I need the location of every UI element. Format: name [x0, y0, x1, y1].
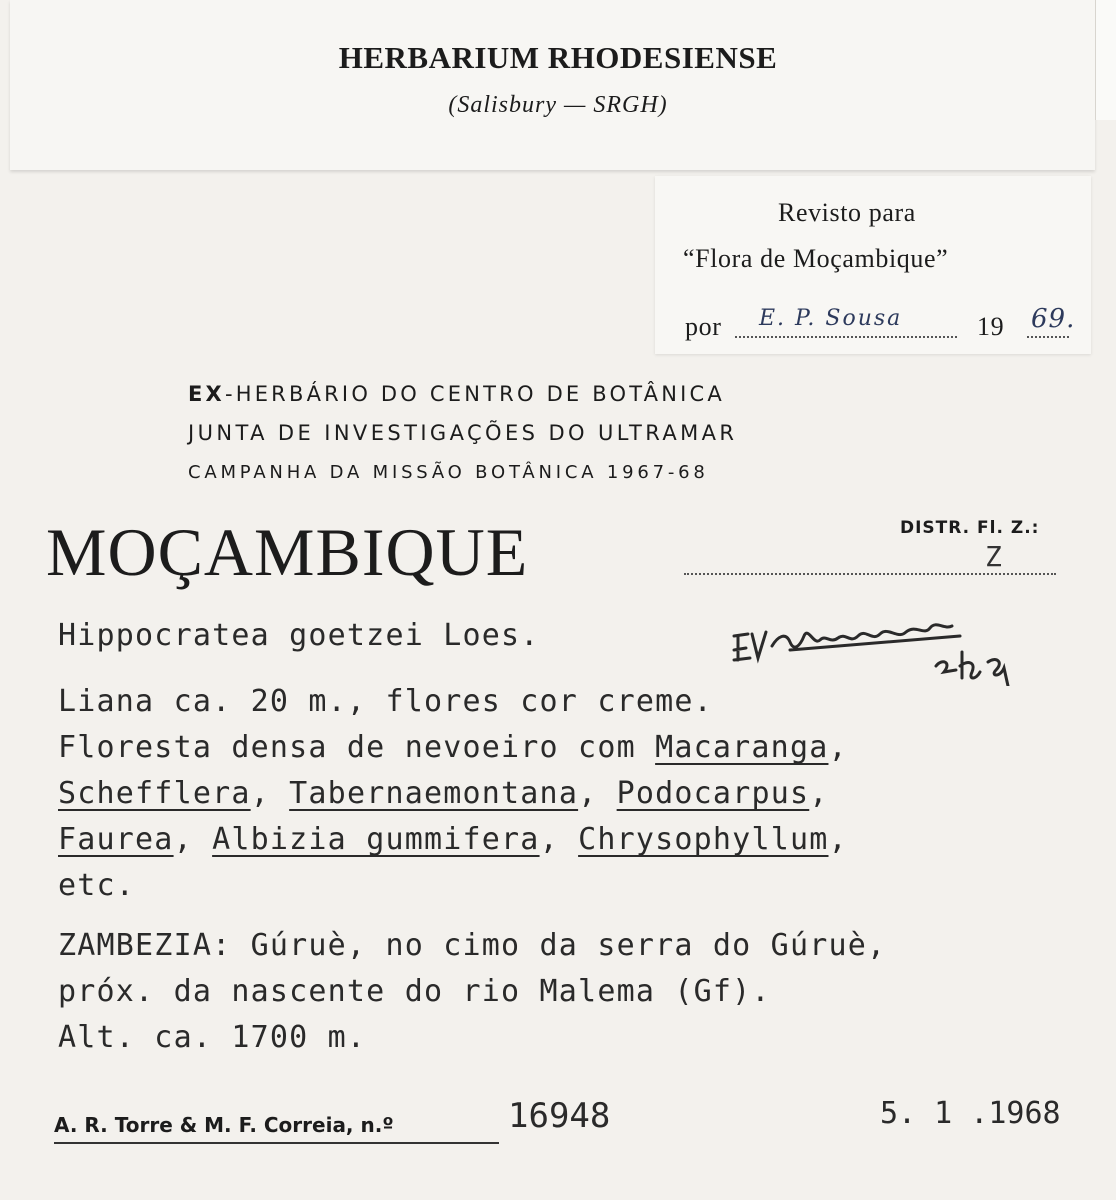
punctuation: ,	[578, 776, 617, 811]
locality-line-2: próx. da nascente do rio Malema (Gf).	[58, 974, 771, 1009]
punctuation: ,	[173, 822, 213, 857]
revision-year-dotted-line	[1027, 336, 1069, 338]
genus-chrysophyllum: Chrysophyllum	[578, 822, 829, 857]
punctuation: ,	[828, 822, 848, 857]
collection-date: 5. 1 .1968	[880, 1096, 1061, 1131]
description-line-2	[58, 730, 848, 765]
ex-prefix: EX	[188, 382, 225, 406]
revision-year-prefix: 19	[977, 312, 1005, 341]
punctuation: ,	[539, 822, 579, 857]
ex-herbario-text: -HERBÁRIO DO CENTRO DE BOTÂNICA	[224, 382, 725, 406]
herbarium-title: HERBARIUM RHODESIENSE	[338, 40, 778, 75]
collectors-label: A. R. Torre & M. F. Correia, n.º	[54, 1113, 394, 1137]
herbarium-header-slip	[10, 0, 1095, 170]
punctuation: ,	[828, 730, 848, 765]
collection-number: 16948	[508, 1096, 611, 1136]
distribution-value: Z	[985, 540, 1002, 573]
genus-faurea: Faurea	[58, 822, 174, 857]
herbarium-subtitle: (Salisbury — SRGH)	[448, 92, 668, 118]
locality-line-1: ZAMBEZIA: Gúruè, no cimo da serra do Gúruè,	[58, 928, 887, 963]
revision-line-1: Revisto para	[778, 198, 916, 227]
description-line-1: Liana ca. 20 m., flores cor creme.	[58, 684, 713, 719]
ex-herbario-line-2: JUNTA DE INVESTIGAÇÕES DO ULTRAMAR	[188, 421, 738, 445]
description-line-4	[58, 822, 848, 857]
genus-schefflera: Schefflera	[58, 776, 251, 811]
genus-albizia: Albizia gummifera	[212, 822, 540, 857]
genus-macaranga: Macaranga	[655, 730, 829, 765]
country-heading: MOÇAMBIQUE	[46, 514, 529, 590]
ex-herbario-line-1	[188, 382, 725, 406]
ex-herbario-line-3: CAMPANHA DA MISSÃO BOTÂNICA 1967-68	[188, 462, 709, 483]
punctuation: ,	[809, 776, 829, 811]
revision-line-2: “Flora de Moçambique”	[683, 244, 949, 273]
distribution-dotted-line	[684, 573, 1056, 575]
determiner-signature	[730, 606, 1050, 686]
description-line-2-text: Floresta densa de nevoeiro com	[58, 730, 656, 765]
description-line-3	[58, 776, 829, 811]
collectors-underline	[54, 1142, 499, 1144]
description-line-5: etc.	[58, 868, 136, 903]
punctuation: ,	[250, 776, 290, 811]
locality-line-3: Alt. ca. 1700 m.	[58, 1020, 367, 1055]
genus-podocarpus: Podocarpus	[616, 776, 810, 811]
genus-tabernaemontana: Tabernaemontana	[289, 776, 579, 811]
reviser-handwritten-name: E. P. Sousa	[759, 306, 903, 331]
revision-slip	[655, 176, 1091, 354]
revision-dotted-line	[735, 336, 957, 338]
species-name: Hippocratea goetzei Loes.	[58, 618, 540, 653]
revision-por-label: por	[685, 312, 722, 341]
distribution-label: DISTR. Fl. Z.:	[900, 518, 1040, 538]
revision-year-handwritten: 69.	[1031, 304, 1076, 334]
